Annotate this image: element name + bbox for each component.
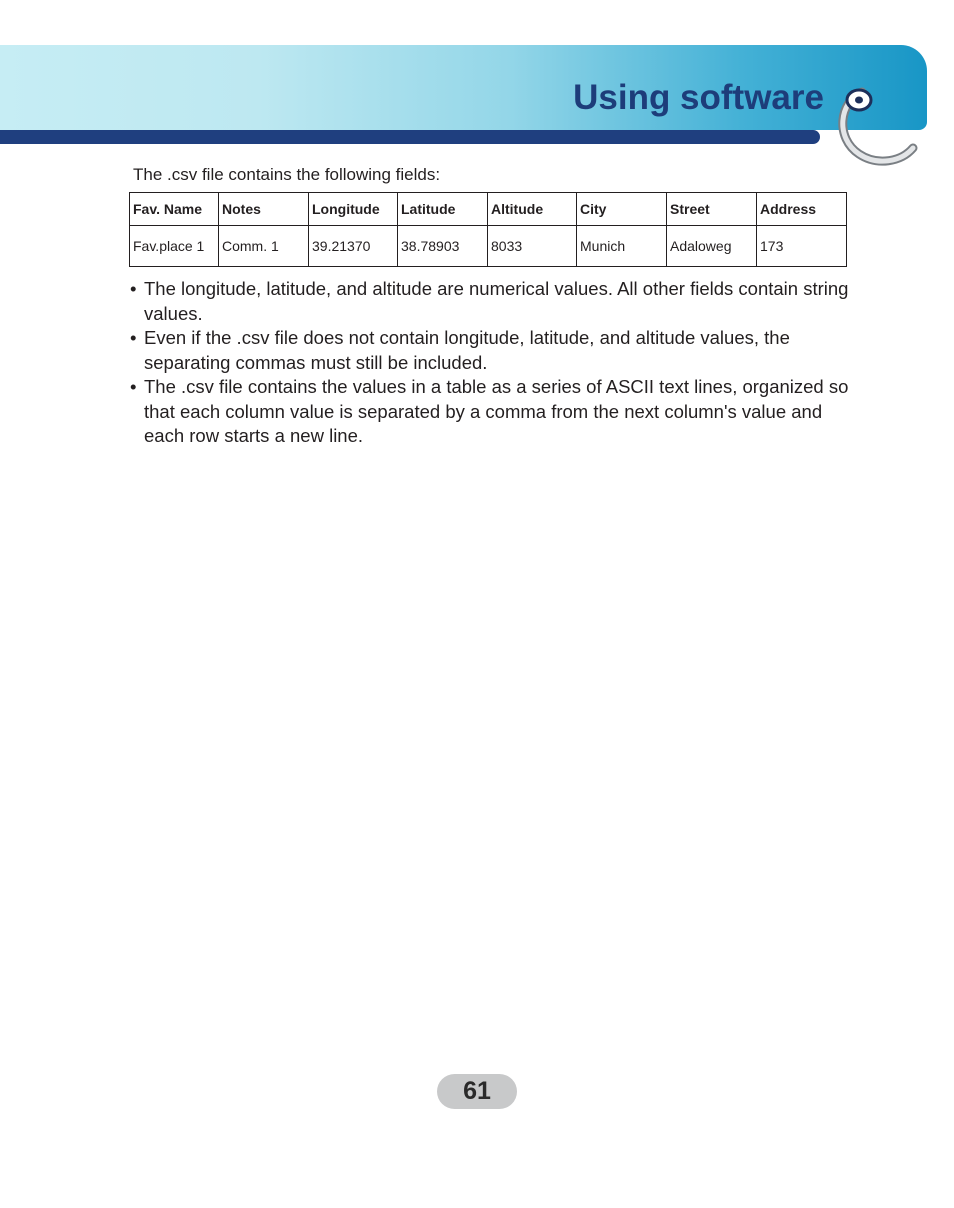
bullet-icon: • [130,376,137,397]
table-row [130,226,847,267]
table-cell: Munich [577,226,667,267]
csv-fields-table [129,192,847,267]
table-cell: 38.78903 [398,226,488,267]
table-cell: 8033 [488,226,577,267]
table-header-row [130,193,847,226]
table-cell: 173 [757,226,847,267]
column-header: Latitude [398,193,488,226]
header-rule [0,130,820,144]
note-text: Even if the .csv file does not contain longitude, latitude, and altitude values, the separating commas must still be included. [144,327,790,373]
column-header: Longitude [309,193,398,226]
column-header: Address [757,193,847,226]
column-header: City [577,193,667,226]
column-header: Fav. Name [130,193,219,226]
column-header: Altitude [488,193,577,226]
bullet-icon: • [130,327,137,348]
list-item [130,375,850,449]
column-header: Notes [219,193,309,226]
table-cell: Comm. 1 [219,226,309,267]
intro-text: The .csv file contains the following fields: [133,165,441,184]
page-title: Using software [573,78,824,117]
list-item [130,277,850,326]
page-number-badge: 61 [437,1074,517,1109]
table-cell: Adaloweg [667,226,757,267]
notes-list [130,277,850,449]
bullet-icon: • [130,278,137,299]
list-item [130,326,850,375]
note-text: The longitude, latitude, and altitude are numerical values. All other fields contain string values. [144,278,849,324]
cd-disc-icon [829,80,919,170]
table-cell: 39.21370 [309,226,398,267]
column-header: Street [667,193,757,226]
note-text: The .csv file contains the values in a table as a series of ASCII text lines, organized so that each column value is separated by a comma from the next column's value and each row starts a new line. [144,376,849,446]
table-cell: Fav.place 1 [130,226,219,267]
